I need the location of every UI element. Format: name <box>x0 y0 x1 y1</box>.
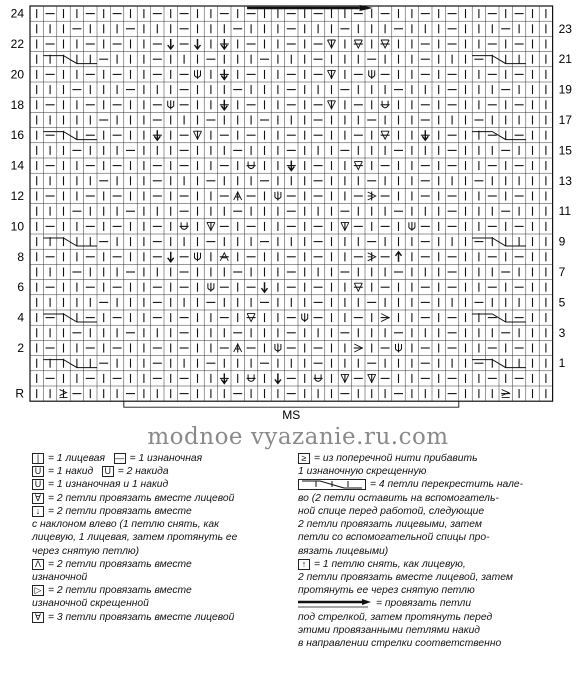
row-number-left: R <box>15 386 24 401</box>
legend-line <box>298 637 584 650</box>
yarn-over-symbol-icon: U <box>32 466 44 477</box>
legend-text: во (2 петли оставить на вспомогатель- <box>298 492 499 504</box>
cable-symbol-icon <box>298 479 366 490</box>
legend-text: = 2 петли провязать вместе <box>48 505 192 517</box>
legend-text: ной спице перед работой, следующие <box>298 505 485 517</box>
row-number-right: 3 <box>558 325 566 340</box>
legend-line <box>32 611 294 624</box>
p2tog-tbl-symbol-icon: ▷ <box>32 585 44 596</box>
row-number-left: 8 <box>17 249 24 264</box>
row-number-right: 13 <box>558 173 572 188</box>
legend-left <box>32 452 294 624</box>
legend-line <box>32 492 294 505</box>
row-number-left: 12 <box>10 189 24 203</box>
legend-text: изнаночной <box>32 571 88 583</box>
row-number-left: 20 <box>10 67 24 82</box>
legend-text: через снятую петлю) <box>32 545 140 557</box>
legend-line <box>298 571 584 584</box>
legend-line <box>298 558 584 571</box>
legend-text: 2 петли провязать лицевыми, затем <box>298 519 482 531</box>
legend-line <box>298 624 584 637</box>
purl-symbol-icon: — <box>115 453 125 463</box>
legend-text: в направлении стрелки соответственно <box>298 638 502 650</box>
ms-label: MS <box>282 408 301 420</box>
row-number-right: 15 <box>558 143 572 158</box>
p2tog-symbol-icon: Λ <box>32 559 44 570</box>
row-number-left: 6 <box>17 280 24 295</box>
row-number-left: 22 <box>10 37 24 51</box>
row-number-left: 14 <box>10 158 24 173</box>
legend-line <box>298 531 584 544</box>
legend-line <box>298 584 584 597</box>
legend-line <box>32 597 294 610</box>
legend-line <box>298 452 584 465</box>
legend-line <box>32 505 294 518</box>
row-number-left: 4 <box>17 310 24 325</box>
legend-text: протянуть ее через снятую петлю <box>298 585 475 597</box>
k3tog-symbol-icon: ∀ <box>32 612 44 623</box>
m1-symbol-icon: ≥ <box>298 453 310 464</box>
legend-line <box>298 465 584 478</box>
legend-text: = 1 изнаночная и 1 накид <box>48 479 169 491</box>
row-number-left: 10 <box>10 219 24 234</box>
legend-line <box>32 452 294 465</box>
legend-line <box>298 505 584 518</box>
row-number-right: 9 <box>558 234 566 249</box>
legend-line <box>32 531 294 544</box>
legend-text: = 3 петли провязать вместе лицевой <box>48 611 235 623</box>
row-number-right: 19 <box>558 82 572 97</box>
legend-text: = 2 петли провязать вместе лицевой <box>48 492 235 504</box>
legend-text: под стрелкой, затем протянуть перед <box>298 611 493 623</box>
row-number-right: 5 <box>558 295 566 310</box>
row-number-right: 7 <box>558 265 566 279</box>
legend-line <box>32 558 294 571</box>
legend-line <box>32 465 294 478</box>
ms-bracket <box>124 401 459 420</box>
row-number-left: 24 <box>10 6 24 21</box>
legend-text: 1 изнаночную скрещенную <box>298 466 427 478</box>
legend-right <box>298 452 584 650</box>
row-number-left: 16 <box>10 128 24 143</box>
knit-symbol-icon: | <box>32 453 44 464</box>
legend-text: этими провязанными петлями накид <box>298 624 480 636</box>
legend-line <box>298 611 584 624</box>
legend-text: лицевую, 1 лицевая, затем протянуть ее <box>32 532 238 544</box>
purl-yarn-over-symbol-icon: Ū <box>32 479 44 490</box>
legend-line <box>32 518 294 531</box>
legend-line <box>32 545 294 558</box>
legend-text: петли со вспомогательной спицы про- <box>298 532 490 544</box>
arrow-symbol-icon <box>298 599 372 609</box>
legend-text: вязать лицевыми) <box>298 545 389 557</box>
legend-line <box>32 478 294 491</box>
legend-text: = 2 петли провязать вместе <box>48 585 192 597</box>
legend-text: = 1 накид <box>48 466 94 478</box>
legend-text: = провязать петли <box>376 598 472 610</box>
legend-text: = 4 петли перекрестить нале- <box>370 479 524 491</box>
watermark: modnoe vyazanie.ru.com <box>147 424 449 450</box>
legend-line <box>32 584 294 597</box>
legend-text: = 1 петлю снять, как лицевую, <box>314 558 466 570</box>
legend-text: = 2 накида <box>117 466 169 478</box>
legend-line <box>32 571 294 584</box>
legend-line <box>298 597 584 610</box>
row-number-right: 23 <box>558 21 572 36</box>
legend-text: 2 петли провязать вместе лицевой, затем <box>298 571 513 583</box>
legend-text: = 1 лицевая <box>48 453 105 464</box>
row-number-right: 11 <box>558 204 572 219</box>
double-yarn-over-symbol-icon: Ü <box>102 466 114 477</box>
k2tog-symbol-icon: ∀ <box>32 493 44 504</box>
legend-text: с наклоном влево (1 петлю снять, как <box>32 519 219 531</box>
row-number-right: 17 <box>558 113 572 127</box>
row-number-right: 1 <box>558 356 566 371</box>
legend-text: = 1 изнаночная <box>129 453 203 464</box>
row-number-left: 2 <box>17 341 24 355</box>
row-number-left: 18 <box>10 97 24 112</box>
legend-line <box>298 492 584 505</box>
legend-line <box>298 518 584 531</box>
legend-line <box>298 545 584 558</box>
sk2p-symbol-icon: ↑ <box>298 559 310 570</box>
ssk-symbol-icon: ↓ <box>32 506 44 517</box>
legend-text: = из поперечной нити прибавить <box>314 453 478 464</box>
row-number-right: 21 <box>558 52 572 67</box>
legend-text: = 2 петли провязать вместе <box>48 558 192 570</box>
legend-text: изнаночной скрещенной <box>32 598 149 610</box>
legend-line <box>298 478 584 491</box>
